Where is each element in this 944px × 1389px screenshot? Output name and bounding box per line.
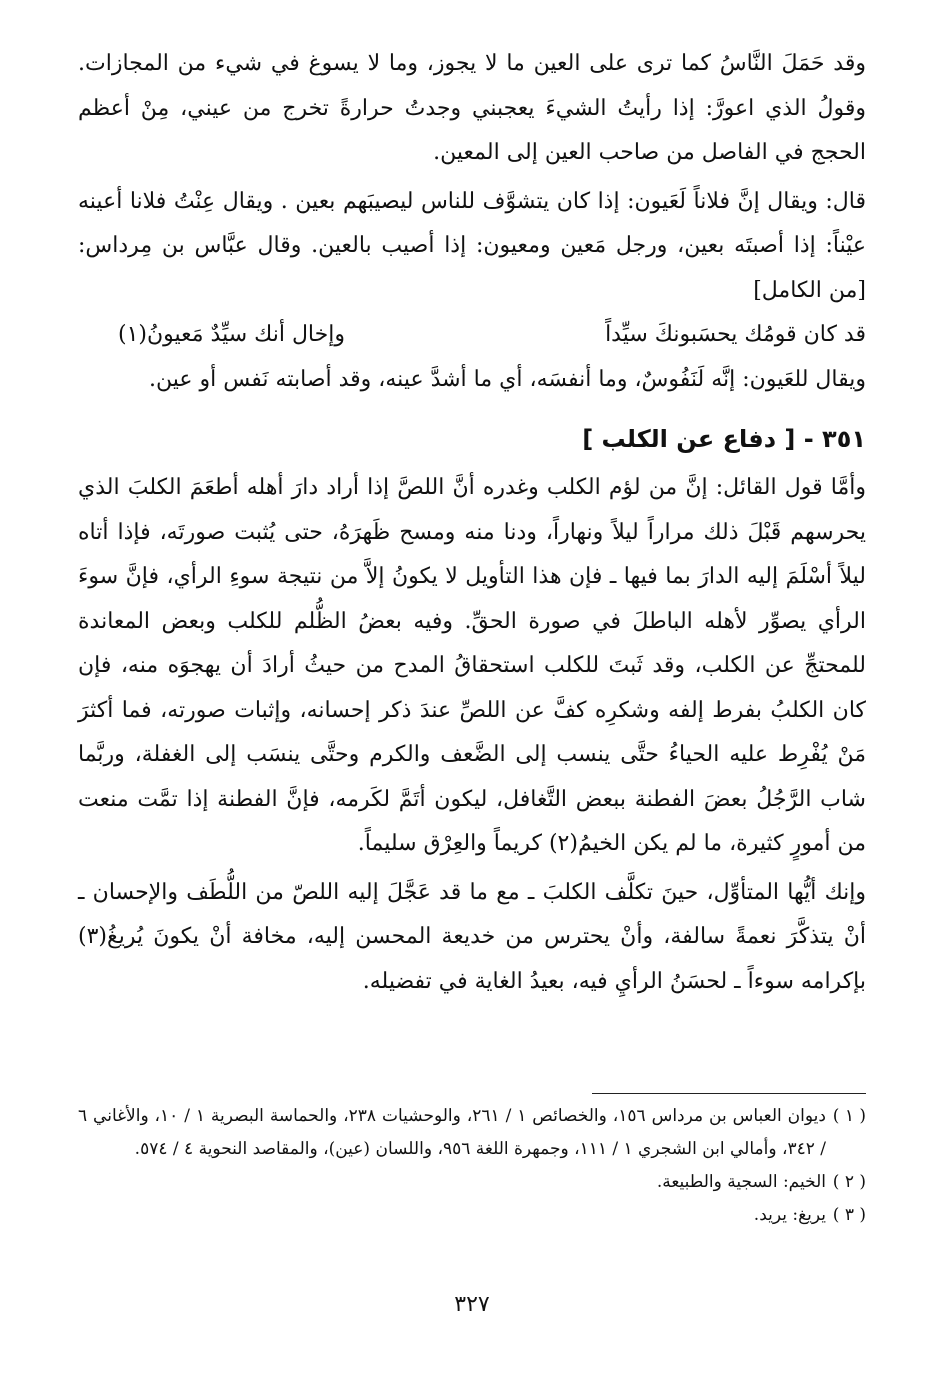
footnote-2-number: ( ٢ ): [832, 1172, 866, 1192]
paragraph-addressing-interpreter: وإنك أيُّها المتأوِّل، حينَ تكلَّف الكلبَ ـ مع ما قد عَجَّلَ إليه اللصّ من اللُّطَف والإحسان ـ أنْ يتذكَّرَ نعمةً سالفة، وأنْ يحترس من خديعة المحسن إليه، مخافة أنْ يكونَ يُريغُ(٣) بإكرامه سوءاً ـ لحسَنُ الرأيِ فيه، بعيدُ الغاية في تفضيله.: [78, 879, 866, 994]
paragraph-aeyun-definition: قال: ويقال إنَّ فلاناً لَعَيون: إذا كان يتشوَّف للناس ليصيبَهم بعين . ويقال عِنْتُ فلانا أعينه عيْناً: إذا أصبتَه بعين، ورجل مَعين ومعيون: إذا أصيب بالعين. وقال عبَّاس بن مِرداس: [من الكامل]: [78, 188, 867, 303]
paragraph-defense-of-dog: وأمَّا قول القائل: إنَّ من لؤم الكلب وغدره أنَّ اللصَّ إذا أراد دارَ أهله أطعَمَ الكلبَ الذي يحرسهم قَبْلَ ذلك مراراً ليلاً ونهاراً، ودنا منه ومسح ظَهرَهُ، حتى يُثبت صورتَه، فإذا أتاه ليلاً أسْلَمَ إليه الدارَ بما فيها ـ فإن هذا التأويل لا يكونُ إلاَّ من نتيجة سوءِ الرأي، فإنَّ سوءَ الرأي يصوِّر لأهله الباطلَ في صورة الحقِّ. وفيه بعضُ الظُّلم للكلب وبعض المعاندة للمحتجِّ عن الكلب، وقد ثَبتَ للكلب استحقاقُ المدح من حيثُ أرادَ أن يهجوَه منه، فإن كان الكلبُ بفرط إلفه وشكرِه كفَّ عن اللصِّ عندَ ذكر إحسانه، وإثبات صورته، فما أكثرَ مَنْ يُفْرِط عليه الحياءُ حتَّى ينسب إلى الضَّعف والكرم وحتَّى ينسَب إلى الغفلة، وربَّما شاب الرَّجُلُ بعضَ الفطنة ببعض التَّغافل، ليكون أتَمَّ لكَرمه، فإنَّ الفطنة إذا تمَّت منعت من أمورٍ كثيرة، ما لم يكن الخيمُ(٢) كريماً والعِرْق سليماً.: [78, 475, 866, 856]
footnote-1: [78, 1100, 866, 1166]
verse-second-hemistich: وإخال أنك سيِّدٌ مَعيونُ(١): [118, 322, 345, 347]
footnote-1-number: ( ١ ): [832, 1106, 866, 1126]
footnote-divider: [592, 1093, 866, 1094]
footnote-1-text: ديوان العباس بن مرداس ١٥٦، والخصائص ١ / ٢٦١، والوحشيات ٢٣٨، والحماسة البصرية ١ / ١٠، والأغاني ٦ / ٣٤٢، وأمالي ابن الشجري ١ / ١١١، وجمهرة اللغة ٩٥٦، واللسان (عين)، والمقاصد النحوية ٤ / ٥٧٤.: [78, 1106, 826, 1159]
footnote-2-text: الخيم: السجية والطبيعة.: [656, 1172, 826, 1192]
poetry-verse: [78, 313, 866, 358]
section-heading: ٣٥١ - [ دفاع عن الكلب ]: [582, 425, 866, 453]
footnote-3-text: يريغ: يريد.: [753, 1205, 826, 1225]
footnote-3-number: ( ٣ ): [832, 1205, 866, 1225]
footnote-3: [78, 1199, 866, 1232]
page-number: ٣٢٧: [454, 1292, 490, 1317]
paragraph-evil-eye-metaphor: وقد حَمَلَ النَّاسُ كما ترى على العين ما لا يجوز، وما لا يسوغ في شيء من المجازات. وقولُ الذي اعورَّ: إذا رأيتُ الشيءَ يعجبني وجدتُ حرارةً تخرج من عيني، مِنْ أعظم الحجج في الفاصل من صاحب العين إلى المعين.: [78, 51, 866, 165]
main-text-block: [78, 42, 866, 1004]
verse-first-hemistich: قد كان قومُك يحسَبونكَ سيِّداً: [605, 322, 866, 347]
footnotes-section: [78, 1100, 866, 1232]
paragraph-nafus-definition: ويقال للعَيون: إنَّه لَنَفُوسٌ، وما أنفسَه، أي ما أشدَّ عينه، وقد أصابته نَفس أو عين.: [149, 366, 866, 392]
footnote-2: [78, 1166, 866, 1199]
